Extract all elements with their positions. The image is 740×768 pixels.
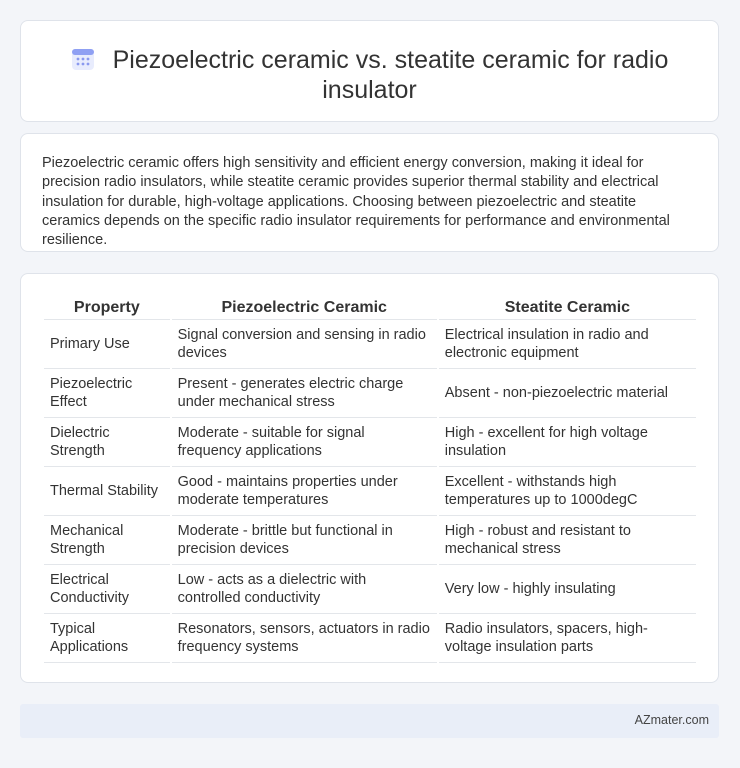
table-row (44, 418, 696, 467)
title-card (20, 20, 719, 122)
page-title: Piezoelectric ceramic vs. steatite ceramic for radio insulator (112, 46, 669, 104)
piezoelectric-cell: Signal conversion and sensing in radio devices (172, 320, 437, 369)
table-row (44, 369, 696, 418)
steatite-cell: Excellent - withstands high temperatures up to 1000degC (439, 467, 696, 516)
calendar-grid-icon (71, 47, 95, 71)
header-piezoelectric: Piezoelectric Ceramic (172, 294, 437, 320)
table-row (44, 614, 696, 663)
intro-card (20, 133, 719, 252)
piezoelectric-cell: Present - generates electric charge under mechanical stress (172, 369, 437, 418)
piezoelectric-cell: Moderate - brittle but functional in precision devices (172, 516, 437, 565)
table-row (44, 565, 696, 614)
piezoelectric-cell: Low - acts as a dielectric with controlled conductivity (172, 565, 437, 614)
property-cell: Dielectric Strength (44, 418, 170, 467)
header-steatite: Steatite Ceramic (439, 294, 696, 320)
property-cell: Electrical Conductivity (44, 565, 170, 614)
steatite-cell: High - excellent for high voltage insulation (439, 418, 696, 467)
steatite-cell: High - robust and resistant to mechanical stress (439, 516, 696, 565)
piezoelectric-cell: Resonators, sensors, actuators in radio frequency systems (172, 614, 437, 663)
piezoelectric-cell: Good - maintains properties under moderate temperatures (172, 467, 437, 516)
table-row (44, 467, 696, 516)
comparison-table (42, 294, 698, 663)
property-cell: Primary Use (44, 320, 170, 369)
steatite-cell: Electrical insulation in radio and electronic equipment (439, 320, 696, 369)
piezoelectric-cell: Moderate - suitable for signal frequency applications (172, 418, 437, 467)
steatite-cell: Absent - non-piezoelectric material (439, 369, 696, 418)
property-cell: Piezoelectric Effect (44, 369, 170, 418)
header-property: Property (44, 294, 170, 320)
footer-bar (20, 704, 719, 738)
comparison-card (20, 273, 719, 683)
table-row (44, 320, 696, 369)
steatite-cell: Radio insulators, spacers, high-voltage insulation parts (439, 614, 696, 663)
steatite-cell: Very low - highly insulating (439, 565, 696, 614)
footer-brand[interactable]: AZmater.com (634, 713, 709, 727)
table-row (44, 516, 696, 565)
property-cell: Typical Applications (44, 614, 170, 663)
intro-paragraph: Piezoelectric ceramic offers high sensitivity and efficient energy conversion, making it ideal for precision radio insulators, while steatite ceramic provides superior thermal stability and electrical insulation for durable, high-voltage applications. Choosing between piezoelectric and steatite ceramics depends on the specific radio insulator requirements for performance and environmental resilience. (42, 155, 670, 249)
property-cell: Mechanical Strength (44, 516, 170, 565)
property-cell: Thermal Stability (44, 467, 170, 516)
table-header-row (44, 294, 696, 320)
page-title-wrap (21, 45, 718, 105)
